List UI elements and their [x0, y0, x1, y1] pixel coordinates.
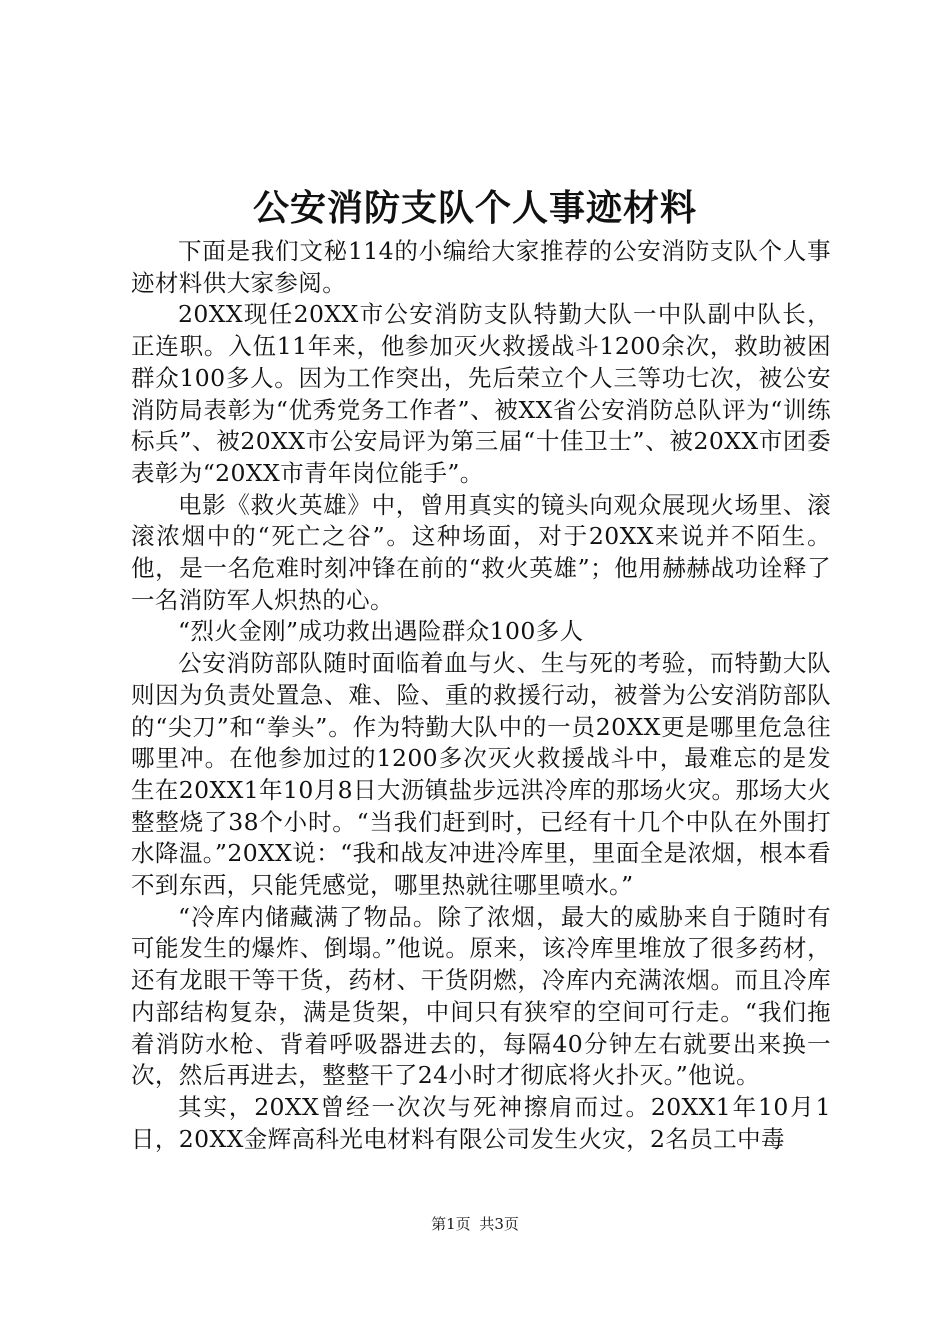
paragraph-film: 电影《救火英雄》中，曾用真实的镜头向观众展现火场里、滚滚浓烟中的“死亡之谷”。这种场面，对于20XX来说并不陌生。他，是一名危难时刻冲锋在前的“救火英雄”；他用赫赫战功诠释了一名消防军人炽热的心。 [131, 490, 831, 614]
paragraph-cold-storage-fire: 公安消防部队随时面临着血与火、生与死的考验，而特勤大队则因为负责处置急、难、险、重的救援行动，被誉为公安消防部队的“尖刀”和“拳头”。作为特勤大队中的一员20XX更是哪里危急往哪里冲。在他参加过的1200多次灭火救援战斗中，最难忘的是发生在20XX1年10月8日大沥镇盐步远洪冷库的那场火灾。那场大火整整烧了38个小时。“当我们赶到时，已经有十几个中队在外围打水降温。”20XX说：“我和战友冲进冷库里，里面全是浓烟，根本看不到东西，只能凭感觉，哪里热就往哪里喷水。” [131, 649, 831, 900]
paragraph-danger: 其实，20XX曾经一次次与死神擦肩而过。20XX1年10月1日，20XX金辉高科光电材料有限公司发生火灾，2名员工中毒 [131, 1092, 831, 1153]
page-total: 共3页 [479, 1215, 519, 1233]
paragraph-cold-storage-detail: “冷库内储藏满了物品。除了浓烟，最大的威胁来自于随时有可能发生的爆炸、倒塌。”他说。原来，该冷库里堆放了很多药材，还有龙眼干等干货，药材、干货阴燃，冷库内充满浓烟。而且冷库内部结构复杂，满是货架，中间只有狭窄的空间可行走。“我们拖着消防水枪、背着呼吸器进去的，每隔40分钟左右就要出来换一次，然后再进去，整整干了24小时才彻底将火扑灭。”他说。 [131, 902, 831, 1090]
paragraph-subheading: “烈火金刚”成功救出遇险群众100多人 [178, 617, 584, 646]
paragraph-intro: 下面是我们文秘114的小编给大家推荐的公安消防支队个人事迹材料供大家参阅。 [131, 237, 831, 297]
document-title: 公安消防支队个人事迹材料 [252, 187, 697, 229]
page-footer [0, 1213, 950, 1235]
page-number: 第1页 [431, 1215, 471, 1233]
paragraph-profile: 20XX现任20XX市公安消防支队特勤大队一中队副中队长，正连职。入伍11年来，他参加灭火救援战斗1200余次，救助被困群众100多人。因为工作突出，先后荣立个人三等功七次，被公安消防局表彰为“优秀党务工作者”、被XX省公安消防总队评为“训练标兵”、被20XX市公安局评为第三届“十佳卫士”、被20XX市团委表彰为“20XX市青年岗位能手”。 [131, 300, 831, 487]
document-body [131, 236, 831, 1155]
